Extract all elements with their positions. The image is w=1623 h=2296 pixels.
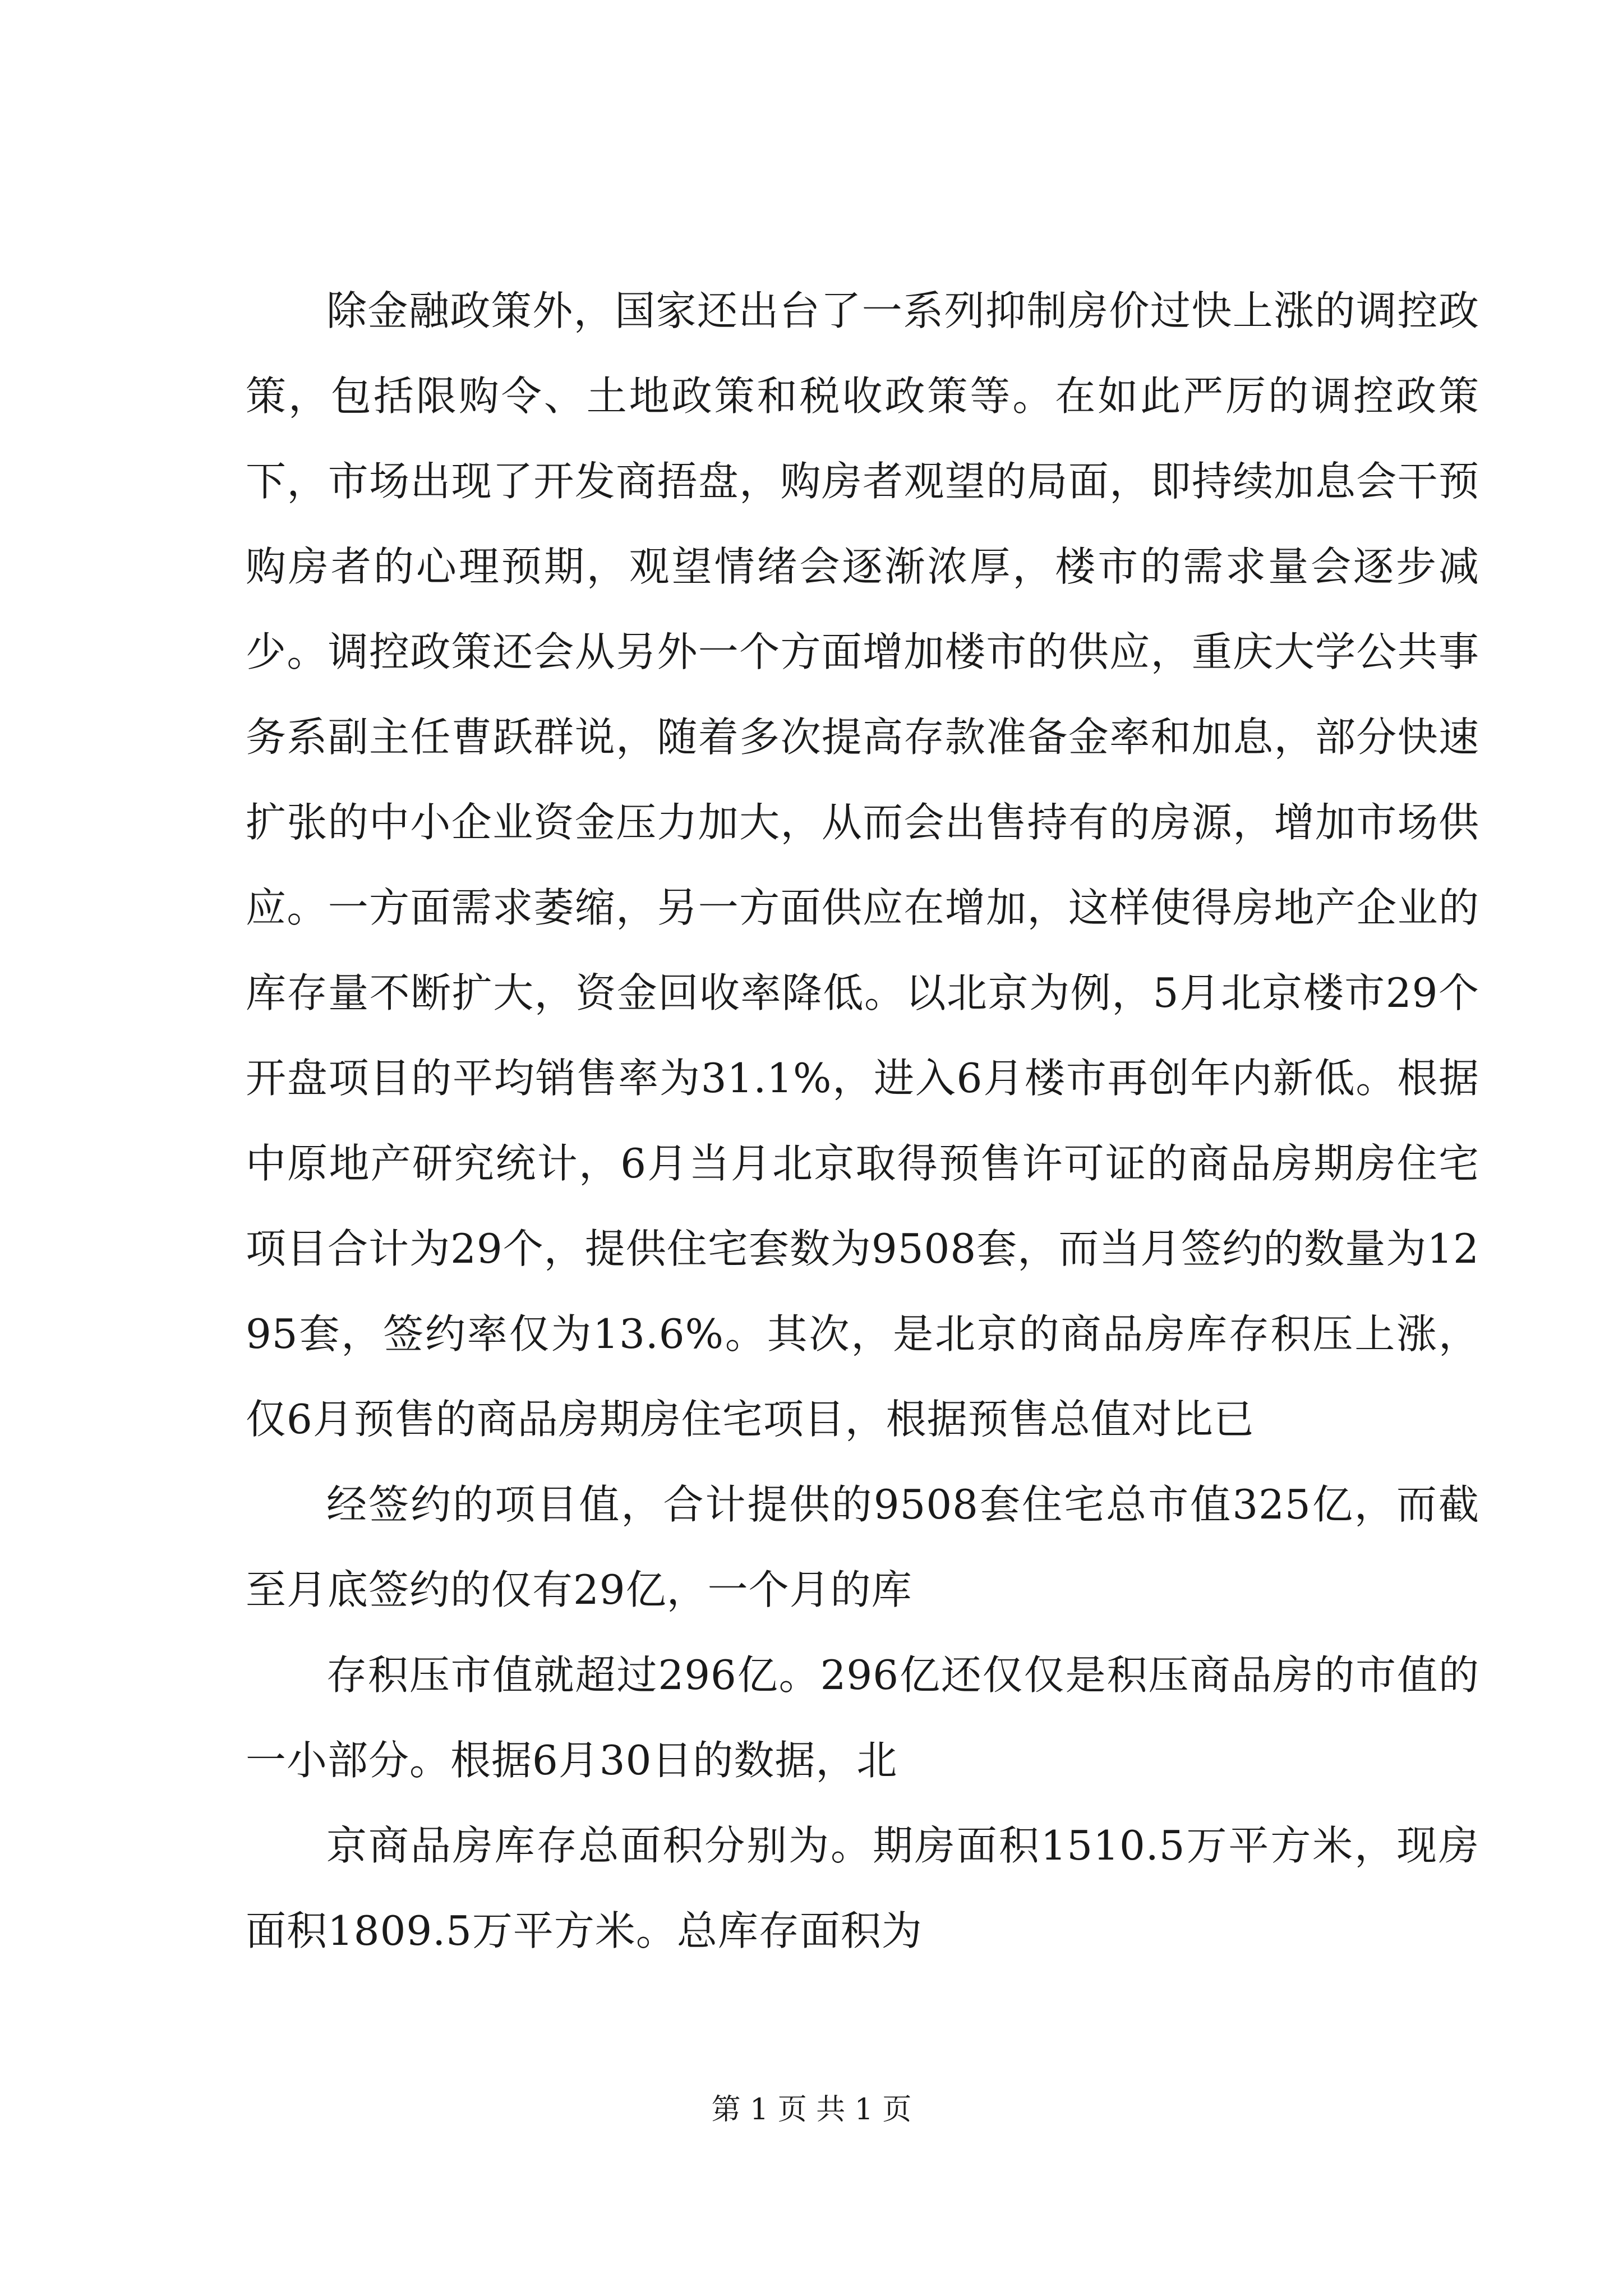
paragraph-4: 京商品房库存总面积分别为。期房面积1510.5万平方米，现房面积1809.5万平方米。总库存面积为: [246, 1822, 1479, 1954]
paragraph-2: 经签约的项目值，合计提供的9508套住宅总市值325亿，而截至月底签约的仅有29亿，一个月的库: [246, 1481, 1479, 1613]
page-number-footer: 第 1 页 共 1 页: [711, 2093, 912, 2127]
document-body: [0, 268, 1623, 1973]
paragraph-1: 除金融政策外，国家还出台了一系列抑制房价过快上涨的调控政策，包括限购令、土地政策和税收政策等。在如此严厉的调控政策下，市场出现了开发商捂盘，购房者观望的局面，即持续加息会干预购房者的心理预期，观望情绪会逐渐浓厚，楼市的需求量会逐步减少。调控政策还会从另外一个方面增加楼市的供应，重庆大学公共事务系副主任曹跃群说，随着多次提高存款准备金率和加息，部分快速扩张的中小企业资金压力加大，从而会出售持有的房源，增加市场供应。一方面需求萎缩，另一方面供应在增加，这样使得房地产企业的库存量不断扩大，资金回收率降低。以北京为例，5月北京楼市29个开盘项目的平均销售率为31.1%，进入6月楼市再创年内新低。根据中原地产研究统计，6月当月北京取得预售许可证的商品房期房住宅项目合计为29个，提供住宅套数为9508套，而当月签约的数量为1295套，签约率仅为13.6%。其次，是北京的商品房库存积压上涨，仅6月预售的商品房期房住宅项目，根据预售总值对比已: [246, 287, 1479, 1443]
paragraph-3: 存积压市值就超过296亿。296亿还仅仅是积压商品房的市值的一小部分。根据6月30日的数据，北: [246, 1651, 1479, 1784]
